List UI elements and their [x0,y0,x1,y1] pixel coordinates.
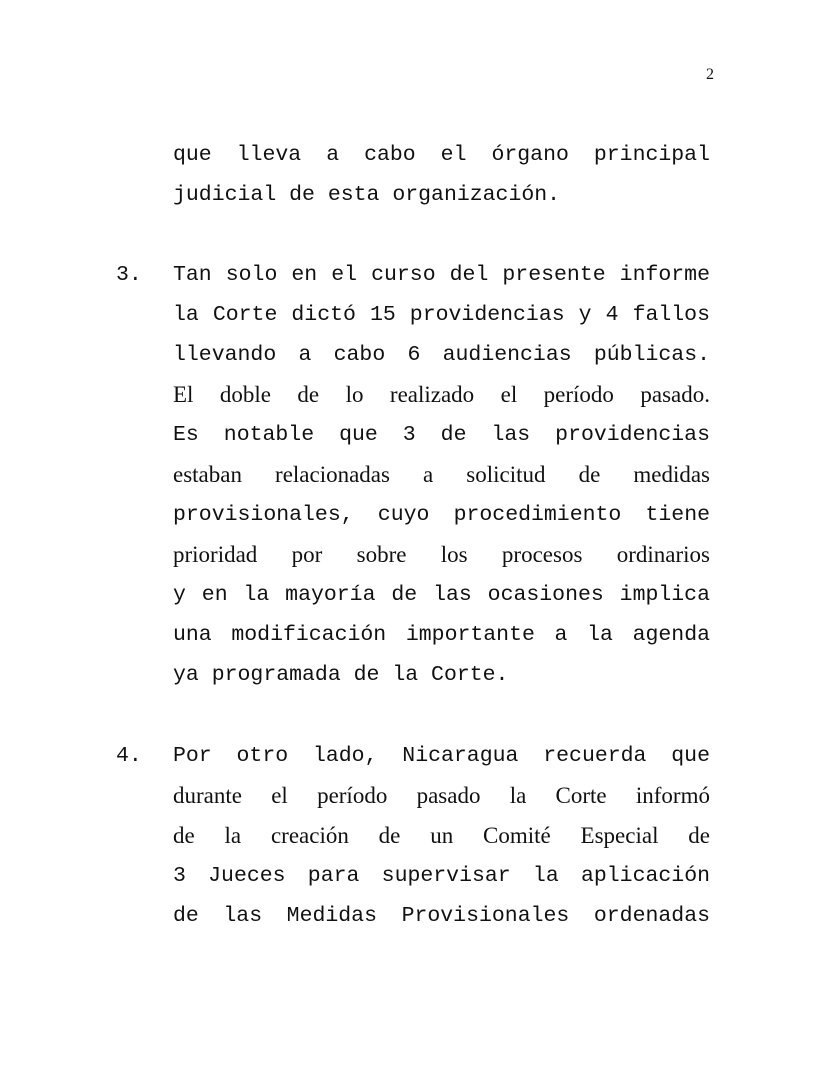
text-line: una modificación importante a la agenda [173,623,710,647]
text-line: que lleva a cabo el órgano principal [173,143,710,167]
text-line: Tan solo en el curso del presente informe [173,263,710,287]
text-line: llevando a cabo 6 audiencias públicas. [173,343,710,367]
text-line: Por otro lado, Nicaragua recuerda que [173,744,710,768]
text-line: estaban relacionadas a solicitud de medidas [173,462,710,487]
text-line: de la creación de un Comité Especial de [173,823,710,848]
paragraph-number: 4. [116,744,142,768]
text-line: la Corte dictó 15 providencias y 4 fallos [173,303,710,327]
text-line: de las Medidas Provisionales ordenadas [173,904,710,928]
text-line: El doble de lo realizado el período pasado. [173,382,710,407]
text-line: provisionales, cuyo procedimiento tiene [173,503,710,527]
page-number: 2 [706,66,714,83]
text-line: Es notable que 3 de las providencias [173,423,710,447]
text-line: ya programada de la Corte. [173,663,509,687]
text-line: prioridad por sobre los procesos ordinarios [173,542,710,567]
text-line: judicial de esta organización. [173,183,561,207]
text-line: 3 Jueces para supervisar la aplicación [173,864,710,888]
text-line: durante el período pasado la Corte informó [173,783,710,808]
text-line: y en la mayoría de las ocasiones implica [173,583,710,607]
paragraph-number: 3. [116,263,142,287]
